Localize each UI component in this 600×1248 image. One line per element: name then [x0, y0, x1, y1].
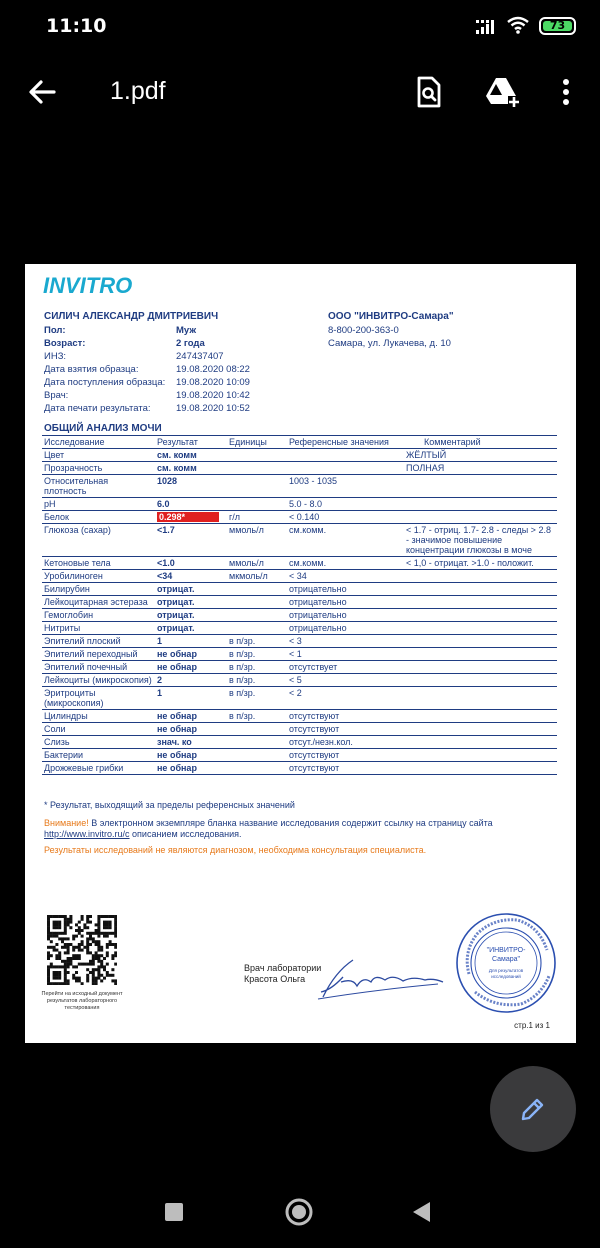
status-time: 11:10	[46, 15, 107, 37]
cell-comment	[404, 583, 557, 596]
cell-test: Цвет	[42, 449, 155, 462]
cell-ref: отрицательно	[287, 622, 404, 635]
table-row	[42, 710, 557, 723]
cell-unit	[227, 749, 287, 762]
cell-unit	[227, 596, 287, 609]
column-header: Исследование	[42, 436, 155, 449]
cell-comment	[404, 475, 557, 498]
cell-test: pH	[42, 498, 155, 511]
cell-comment	[404, 661, 557, 674]
cell-ref: отсутствует	[287, 661, 404, 674]
table-row	[42, 557, 557, 570]
cell-comment	[404, 674, 557, 687]
meta-label: Врач:	[44, 390, 69, 401]
cell-ref: < 0.140	[287, 511, 404, 524]
cell-result	[155, 511, 227, 524]
svg-text:Для результатов: Для результатов	[488, 968, 524, 973]
meta-value: Муж	[176, 325, 197, 336]
cell-test: Нитриты	[42, 622, 155, 635]
cell-ref	[287, 449, 404, 462]
cell-unit	[227, 498, 287, 511]
cell-unit: в п/зр.	[227, 648, 287, 661]
table-row	[42, 596, 557, 609]
table-row	[42, 498, 557, 511]
table-row	[42, 762, 557, 775]
cell-result: не обнар	[155, 661, 227, 674]
meta-value: 19.08.2020 08:22	[176, 364, 250, 375]
meta-value: 2 года	[176, 338, 205, 349]
battery-icon	[539, 17, 576, 35]
cell-result: 2	[155, 674, 227, 687]
status-bar	[0, 0, 600, 52]
meta-row	[44, 338, 344, 351]
column-header: Единицы	[227, 436, 287, 449]
attention-note	[44, 818, 559, 840]
cell-result: отрицат.	[155, 609, 227, 622]
table-row	[42, 648, 557, 661]
cell-ref: отрицательно	[287, 609, 404, 622]
cell-result: не обнар	[155, 749, 227, 762]
cell-result: не обнар	[155, 648, 227, 661]
doctor-signature-block	[244, 963, 321, 985]
cell-comment	[404, 687, 557, 710]
table-row	[42, 475, 557, 498]
cell-test: Соли	[42, 723, 155, 736]
meta-row	[44, 390, 344, 403]
meta-row	[44, 364, 344, 377]
find-in-document-icon[interactable]	[408, 72, 448, 112]
recents-icon[interactable]	[164, 1202, 184, 1222]
clinic-address: Самара, ул. Лукачева, д. 10	[328, 338, 451, 349]
table-row	[42, 723, 557, 736]
cell-ref: отсутствуют	[287, 723, 404, 736]
cell-comment	[404, 609, 557, 622]
flagged-result: 0.298*	[157, 512, 219, 522]
clinic-name: ООО "ИНВИТРО-Самара"	[328, 311, 454, 322]
cell-result: отрицат.	[155, 622, 227, 635]
cell-ref: < 2	[287, 687, 404, 710]
meta-value: 19.08.2020 10:52	[176, 403, 250, 414]
site-link[interactable]: http://www.invitro.ru/c	[44, 829, 130, 839]
cell-unit	[227, 736, 287, 749]
qr-code[interactable]	[47, 915, 117, 985]
cell-unit: г/л	[227, 511, 287, 524]
cell-test: Лейкоцитарная эстераза	[42, 596, 155, 609]
table-row	[42, 736, 557, 749]
column-header: Референсные значения	[287, 436, 404, 449]
cell-unit	[227, 609, 287, 622]
meta-row	[44, 403, 344, 416]
column-header: Комментарий	[404, 436, 557, 449]
meta-value: 19.08.2020 10:42	[176, 390, 250, 401]
table-row	[42, 674, 557, 687]
home-icon[interactable]	[284, 1197, 314, 1227]
cell-comment: ЖЁЛТЫЙ	[404, 449, 557, 462]
cell-ref: отрицательно	[287, 596, 404, 609]
cell-result: 1	[155, 687, 227, 710]
disclaimer: Результаты исследований не являются диагнозом, необходима консультация специалиста.	[44, 845, 427, 855]
cell-ref: см.комм.	[287, 557, 404, 570]
table-row	[42, 462, 557, 475]
cell-unit	[227, 475, 287, 498]
attention-tail: описанием исследования.	[129, 829, 242, 839]
cell-test: Бактерии	[42, 749, 155, 762]
table-row	[42, 524, 557, 557]
cell-comment: < 1,0 - отрицат. >1.0 - положит.	[404, 557, 557, 570]
meta-label: ИНЗ:	[44, 351, 67, 362]
cell-unit	[227, 622, 287, 635]
wifi-icon	[506, 15, 530, 35]
cell-test: Эпителий переходный	[42, 648, 155, 661]
cell-test: Эпителий плоский	[42, 635, 155, 648]
meta-row	[44, 325, 344, 338]
add-to-drive-icon[interactable]	[482, 72, 522, 112]
edit-button[interactable]	[490, 1066, 576, 1152]
cell-ref: < 5	[287, 674, 404, 687]
cell-test: Эритроциты (микроскопия)	[42, 687, 155, 710]
back-arrow-icon[interactable]	[24, 75, 60, 109]
cell-ref: отсутствуют	[287, 710, 404, 723]
cell-unit: мкмоль/л	[227, 570, 287, 583]
seal-stamp	[455, 912, 557, 1014]
cell-unit	[227, 449, 287, 462]
cell-test: Лейкоциты (микроскопия)	[42, 674, 155, 687]
table-row	[42, 511, 557, 524]
cell-comment	[404, 596, 557, 609]
handwritten-signature	[313, 952, 448, 1002]
patient-name: СИЛИЧ АЛЕКСАНДР ДМИТРИЕВИЧ	[44, 311, 219, 322]
cell-comment	[404, 710, 557, 723]
cell-comment	[404, 723, 557, 736]
meta-row	[44, 377, 344, 390]
meta-label: Дата печати результата:	[44, 403, 151, 414]
cell-unit: ммоль/л	[227, 557, 287, 570]
cell-result: <1.0	[155, 557, 227, 570]
section-title: ОБЩИЙ АНАЛИЗ МОЧИ	[44, 423, 162, 434]
cell-comment	[404, 570, 557, 583]
footnote: * Результат, выходящий за пределы референсных значений	[44, 800, 295, 810]
cell-test: Кетоновые тела	[42, 557, 155, 570]
meta-label: Дата взятия образца:	[44, 364, 139, 375]
cell-result: не обнар	[155, 710, 227, 723]
cell-result: <1.7	[155, 524, 227, 557]
meta-value: 247437407	[176, 351, 224, 362]
cell-unit: в п/зр.	[227, 635, 287, 648]
cell-ref: 1003 - 1035	[287, 475, 404, 498]
cell-comment	[404, 635, 557, 648]
cell-unit	[227, 462, 287, 475]
cell-ref: < 1	[287, 648, 404, 661]
cell-result: см. комм	[155, 462, 227, 475]
table-row	[42, 449, 557, 462]
meta-label: Возраст:	[44, 338, 86, 349]
cell-ref: отсутствуют	[287, 762, 404, 775]
cell-test: Эпителий почечный	[42, 661, 155, 674]
table-row	[42, 749, 557, 762]
cell-result: 6.0	[155, 498, 227, 511]
cell-test: Гемоглобин	[42, 609, 155, 622]
column-header: Результат	[155, 436, 227, 449]
cell-ref: отсутствуют	[287, 749, 404, 762]
cell-ref	[287, 462, 404, 475]
cell-result: <34	[155, 570, 227, 583]
meta-row	[44, 351, 344, 364]
cell-unit: в п/зр.	[227, 661, 287, 674]
cell-test: Уробилиноген	[42, 570, 155, 583]
cell-result: не обнар	[155, 762, 227, 775]
table-row	[42, 570, 557, 583]
pdf-page	[25, 264, 576, 1043]
cell-test: Цилиндры	[42, 710, 155, 723]
cell-ref: отсут./незн.кол.	[287, 736, 404, 749]
pencil-icon	[519, 1095, 547, 1123]
system-nav-bar	[0, 1176, 600, 1248]
cell-comment	[404, 622, 557, 635]
cell-ref: < 34	[287, 570, 404, 583]
table-row	[42, 661, 557, 674]
qr-caption: Перейти на исходный документ результатов лабораторного тестирования	[41, 991, 123, 1011]
page-number: стр.1 из 1	[514, 1021, 550, 1030]
cell-unit	[227, 723, 287, 736]
cell-test: Дрожжевые грибки	[42, 762, 155, 775]
cell-result: 1	[155, 635, 227, 648]
cell-comment	[404, 511, 557, 524]
cell-comment	[404, 648, 557, 661]
cell-unit: в п/зр.	[227, 687, 287, 710]
cell-result: см. комм	[155, 449, 227, 462]
doctor-title: Врач лаборатории	[244, 963, 322, 973]
cell-ref: < 3	[287, 635, 404, 648]
cell-unit: ммоль/л	[227, 524, 287, 557]
cell-result: знач. ко	[155, 736, 227, 749]
cell-result: не обнар	[155, 723, 227, 736]
back-nav-icon[interactable]	[410, 1200, 432, 1224]
table-row	[42, 609, 557, 622]
cell-ref: отрицательно	[287, 583, 404, 596]
signal-icon	[476, 18, 498, 34]
meta-label: Дата поступления образца:	[44, 377, 166, 388]
doctor-name: Красота Ольга	[244, 974, 306, 984]
invitro-logo: INVITRO	[43, 273, 133, 298]
table-row	[42, 622, 557, 635]
clinic-phone: 8-800-200-363-0	[328, 325, 399, 336]
cell-unit: в п/зр.	[227, 710, 287, 723]
cell-comment: < 1.7 - отриц. 1.7- 2.8 - следы > 2.8 - значимое повышение концентрации глюкозы в моче	[404, 524, 557, 557]
cell-result: отрицат.	[155, 596, 227, 609]
svg-text:Самара": Самара"	[491, 956, 521, 963]
cell-unit	[227, 762, 287, 775]
cell-result: 1028	[155, 475, 227, 498]
cell-comment	[404, 749, 557, 762]
table-row	[42, 635, 557, 648]
attention-text: В электронном экземпляре бланка название исследования содержит ссылку на страницу сайта	[88, 818, 493, 828]
document-title: 1.pdf	[110, 77, 166, 105]
app-bar	[0, 60, 600, 124]
table-header-row	[42, 436, 557, 449]
cell-test: Глюкоза (сахар)	[42, 524, 155, 557]
cell-test: Белок	[42, 511, 155, 524]
more-options-icon[interactable]	[546, 72, 586, 112]
cell-comment	[404, 762, 557, 775]
attention-label: Внимание!	[44, 818, 89, 828]
svg-text:исследований: исследований	[491, 974, 521, 979]
cell-comment: ПОЛНАЯ	[404, 462, 557, 475]
cell-ref: см.комм.	[287, 524, 404, 557]
cell-test: Слизь	[42, 736, 155, 749]
meta-value: 19.08.2020 10:09	[176, 377, 250, 388]
cell-ref: 5.0 - 8.0	[287, 498, 404, 511]
svg-text:"ИНВИТРО-: "ИНВИТРО-	[486, 947, 526, 954]
cell-test: Относительная плотность	[42, 475, 155, 498]
battery-level: 73	[543, 21, 572, 31]
results-table	[42, 435, 557, 775]
meta-label: Пол:	[44, 325, 66, 336]
cell-test: Прозрачность	[42, 462, 155, 475]
table-row	[42, 687, 557, 710]
cell-comment	[404, 498, 557, 511]
cell-unit	[227, 583, 287, 596]
cell-test: Билирубин	[42, 583, 155, 596]
cell-result: отрицат.	[155, 583, 227, 596]
cell-unit: в п/зр.	[227, 674, 287, 687]
cell-comment	[404, 736, 557, 749]
table-row	[42, 583, 557, 596]
